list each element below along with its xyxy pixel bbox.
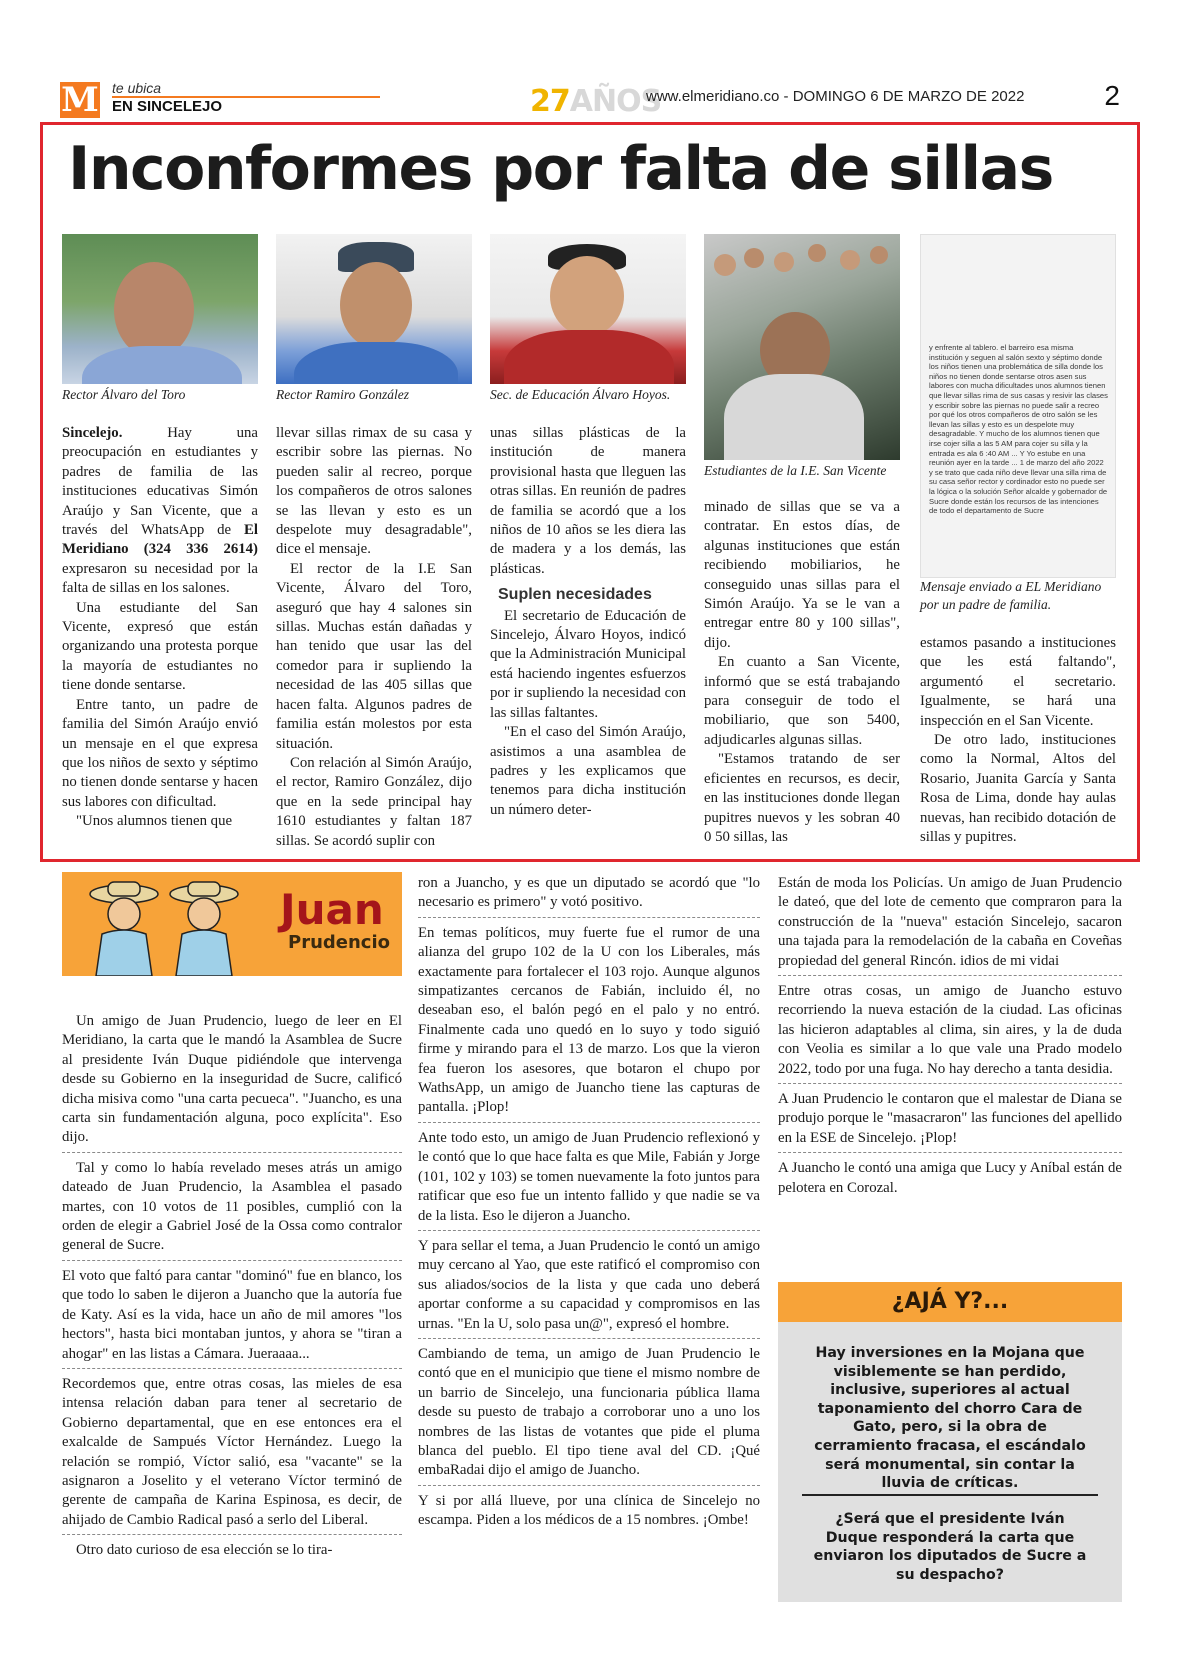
- gossip-item: Tal y como lo había revelado meses atrás un amigo dateado de Juan Prudencio, la Asamblea el pasado martes, con 10 votos de 11 posibles, cumplió con la orden de elegir a Gabriel José de la Ossa como contralor general de Sucre.: [62, 1159, 402, 1261]
- article-paragraph: El secretario de Educación de Sincelejo, Álvaro Hoyos, indicó que la Administración Municipal está haciendo ingentes esfuerzos por ir supliendo la necesidad con las sillas faltantes.: [490, 607, 686, 721]
- juan-prudencio-column-3: [778, 874, 1122, 1208]
- article-paragraph: llevar sillas rimax de su casa y escribir sobre las piernas. No pueden salir al recreo, porque los compañeros de otros salones se las llevan y esto es un despelote muy desagradable", dice el mensaje.: [276, 425, 472, 558]
- gossip-item: A Juancho le contó una amiga que Lucy y Aníbal están de pelotera en Corozal.: [778, 1160, 1122, 1196]
- section-name: EN SINCELEJO: [112, 98, 223, 115]
- caption-photo1: Rector Álvaro del Toro: [62, 387, 186, 402]
- gossip-item: ron a Juancho, y es que un diputado se acordó que "lo necesario es primero" y votó positivo.: [418, 874, 760, 918]
- article-column-4: [704, 498, 900, 847]
- article-paragraph: estamos pasando a instituciones que les está faltando", argumentó el secretario. Igualmente, se hará una inspección en el San Vicente.: [920, 635, 1116, 729]
- gossip-item: Y para sellar el tema, a Juan Prudencio le contó un amigo muy cercano al Yao, que este ratificó el compromiso con sus aliados/socios de la lista y que cada uno deberá aportar conforme a su capacidad y compromisos en las urnas. "En la U, solo pasa un@", expresó el hombre.: [418, 1237, 760, 1339]
- gossip-item: Cambiando de tema, un amigo de Juan Prudencio le contó que en el municipio que tiene el mismo nombre de un barrio de Sincelejo, una funcionaria pública llama desde su puesto de trabajo a corroborar uno a uno los nombres de las listas de votantes que pide el pluma blanca del pueblo. El tipo tiene aval del CD. ¡Qué embaRadai dijo el amigo de Juancho.: [418, 1345, 760, 1486]
- article-paragraph: "En el caso del Simón Araújo, asistimos a una asamblea de padres y les explicamos que tenemos para dicha institución un número deter-: [490, 724, 686, 818]
- juan-prudencio-column-1: [62, 1012, 402, 1571]
- gossip-item: Entre otras cosas, un amigo de Juancho estuvo recorriendo la nueva estación de la ciudad. Las oficinas las hicieron adaptables al clima, sin aires, y la de duda con Veolia es similar a lo que vale una Prado modelo 2022, todo por una fuga. No hay derecho a tanta desidia.: [778, 982, 1122, 1084]
- dateline: www.elmeridiano.co - DOMINGO 6 DE MARZO DE 2022: [646, 88, 1025, 105]
- aja-y-divider: [802, 1494, 1098, 1496]
- gossip-item: A Juan Prudencio le contaron que el malestar de Diana se produjo porque le "masacraron" las funciones del apellido en la ESE de Sincelejo. ¡Plop!: [778, 1090, 1122, 1153]
- column-subtitle: Prudencio: [288, 932, 390, 953]
- gossip-item: Un amigo de Juan Prudencio, luego de leer en El Meridiano, la carta que le mandó la Asamblea de Sucre al presidente Iván Duque pidiéndole que intervenga desde su Gobierno en la inseguridad de Sucre, calificó dicha misiva como "una carta pecueca". "Juancho, es una carta sin fundamentación alguna, poco explícita". Eso dijo.: [62, 1012, 402, 1153]
- aja-y-item-1: Hay inversiones en la Mojana que visiblemente se han perdido, inclusive, superiores al actual taponamiento del chorro Cara de Gato, pero, si la obra de cerramiento fracasa, el escándalo será monumental, sin contar la lluvia de críticas.: [814, 1345, 1086, 1492]
- article-subhead: Suplen necesidades: [498, 586, 652, 604]
- juan-prudencio-banner: [62, 872, 402, 976]
- column-title: Juan: [280, 885, 384, 934]
- cartoon-characters-icon: [66, 872, 266, 976]
- article-paragraph: unas sillas plásticas de la institución de manera provisional hasta que lleguen las otras sillas. En reunión de padres de familia se acordó que a los niños de 10 años se les diera las de madera y a los demás, las plásticas.: [490, 425, 686, 577]
- photo-estudiantes-san-vicente: [704, 234, 900, 460]
- gossip-item: En temas políticos, muy fuerte fue el rumor de una alianza del grupo 102 de la U con los Liberales, más exactamente para fortalecer el 103 rojo. Aunque algunos simpatizantes cercanos de Fabián, incluido él, no deseaban eso, el balón pegó en el palo y no entró. Finalmente cada uno quedó en lo suyo y todo siguió firme y mirando para el 13 de marzo. Los que la vieron fea fueron los asesores, que botaron el chupo por WathsApp, un amigo de Juancho tiene las capturas de pantalla. ¡Plop!: [418, 924, 760, 1123]
- gossip-item: Recordemos que, entre otras cosas, las mieles de esa intensa relación daban para tener al secretario de Gobierno departamental, que en ese entonces era el exalcalde de Sampués Víctor Hernández. Luego la relación se rompió, Víctor salió, esa "vacante" se la asignaron a Joselito y el veterano Víctor terminó de gerente de campaña de Karina Espinosa, es decir, de ahijado de Cambio Radical pasó a serlo del Liberal.: [62, 1375, 402, 1535]
- anniversary-word: AÑOS: [569, 84, 662, 119]
- article-text: expresaron su necesidad por la falta de sillas en los salones.: [62, 560, 258, 597]
- dateline-city: Sincelejo.: [62, 425, 123, 441]
- article-paragraph: Con relación al Simón Araújo, el rector, Ramiro González, dijo que en la sede principal hay 1610 estudiantes y faltan 187 sillas. Se acordó suplir con: [276, 754, 472, 849]
- article-paragraph: minado de sillas que se va a contratar. En estos días, de algunas instituciones que están recibiendo mobiliarios, he conseguido unas sillas para el Simón Araújo. Ya se le van a entregar entre 80 y 100 sillas", dijo.: [704, 499, 900, 651]
- caption-photo4: Estudiantes de la I.E. San Vicente: [704, 463, 887, 478]
- gossip-item: Ante todo esto, un amigo de Juan Prudencio reflexionó y le contó que lo que hace falta es que Mile, Fabián y Jorge (101, 102 y 103) se tomen nuevamente la foto juntos para ratificar que eso fue un intento fallido y que nadie se va de la lista. Eso le dijeron a Juancho.: [418, 1129, 760, 1231]
- gossip-item: El voto que faltó para cantar "dominó" fue en blanco, los que todo lo saben le dijeron a Juancho que la autoría fue de Katy. Así es la vida, hace un año de mil amores "los hectors", hasta bici montaban juntos, y ahora se "tiran a ahogar" en las listas a Cámara. Jueraaaa...: [62, 1267, 402, 1369]
- whatsapp-message-screenshot: [920, 234, 1116, 578]
- page-number: 2: [1104, 80, 1120, 111]
- section-tagline: te ubica: [112, 80, 162, 96]
- juan-prudencio-column-2: [418, 874, 760, 1541]
- photo-rector-alvaro-del-toro: [62, 234, 258, 384]
- anniversary-number: 27: [530, 84, 570, 119]
- gossip-item: Otro dato curioso de esa elección se lo tira-: [76, 1542, 333, 1559]
- article-column-5: [920, 634, 1116, 847]
- article-paragraph: "Unos alumnos tienen que: [76, 813, 233, 830]
- caption-message: Mensaje enviado a EL Meridiano por un padre de familia.: [920, 579, 1102, 612]
- whatsapp-contact: El Meridiano (324 336 2614): [62, 522, 258, 558]
- message-screenshot-text: y enfrente al tablero. el barreiro esa misma institución y seguen al salón sexto y séptimo donde los niños tienen una problemática de silla donde los niños no tienen donde sentarse otros asen sus labores con mucha dificultades unos alumnos tienen que llevar sillas rima de sus casas y resivir las clases y escribir sobre las piernas no puede salir a recreo por qué los otros compañeros de otro salón se les llevan las sillas y esto es un despelote muy desagradable. Y mucho de los alumnos tienen que irse cojer silla a las 5 AM para cojer su silla y la entrada es ala 6 :40 AM ... Y Yo estube en una reunión ayer en la tarde ... 1 de marzo del año 2022 y se trato que cada niño deve llevar una silla rima de su casa señor rector y cordinador esto no puede ser la lógica o la solución Señor alcalde y gobernador de Sucre donde están los recursos de las intenciones de todo el departamento de Sucre: [929, 343, 1108, 516]
- photo-rector-ramiro-gonzalez: [276, 234, 472, 384]
- article-column-1: [62, 424, 258, 832]
- gossip-item: Están de moda los Policías. Un amigo de Juan Prudencio le dateó, que del lote de cemento que compraron para la construcción de la "nueva" estación Sincelejo, sacaron una tajada para la remodelación de la cabaña en Coveñas propiedad del general Rincón. idios de mi vidai: [778, 874, 1122, 976]
- anniversary-logo: [530, 84, 661, 119]
- aja-y-title: ¿AJÁ Y?...: [778, 1282, 1122, 1322]
- gossip-item: Y si por allá llueve, por una clínica de Sincelejo no escampa. Piden a los médicos de a 15 nombres. ¡Ombe!: [418, 1492, 760, 1529]
- article-paragraph: "Estamos tratando de ser eficientes en recursos, es decir, en las instituciones donde llegan pupitres nuevos y les sobran 40 0 50 sillas, las: [704, 751, 900, 845]
- article-paragraph: El rector de la I.E San Vicente, Álvaro del Toro, aseguró que hay 4 salones sin sillas. Muchas están dañadas y han tenido que usar las del comedor para ir supliendo la necesidad de las 405 sillas que hacen falta. Algunos padres de familia están molestos por esta situación.: [276, 560, 472, 752]
- article-paragraph: En cuanto a San Vicente, informó que se está trabajando para conseguir de todo el mobiliario, que son 5400, adjudicarles algunas sillas.: [704, 654, 900, 748]
- meridiano-logo: M: [61, 80, 99, 120]
- article-headline: Inconformes por falta de sillas: [68, 134, 1053, 204]
- article-text: Hay una preocupación en estudiantes y padres de familia de las instituciones educativas Simón Araújo y San Vicente, que a través del WhatsApp de: [62, 425, 258, 539]
- article-column-3: [490, 424, 686, 820]
- article-paragraph: Una estudiante del San Vicente, expresó que están organizando una protesta porque la mayoría de estudiantes no tiene donde sentarse.: [62, 599, 258, 694]
- article-paragraph: De otro lado, instituciones como la Normal, Altos del Rosario, Juanita García y Santa Rosa de Lima, donde hay aulas nuevas, han recibido dotación de sillas y pupitres.: [920, 732, 1116, 846]
- photo-secretario-alvaro-hoyos: [490, 234, 686, 384]
- aja-y-box: [778, 1282, 1122, 1602]
- page-header: [60, 78, 1120, 120]
- aja-y-item-2: ¿Será que el presidente Iván Duque responderá la carta que enviaron los diputados de Sucre a su despacho?: [813, 1511, 1087, 1583]
- article-paragraph: Entre tanto, un padre de familia del Simón Araújo envió un mensaje en el que expresa que los niños de sexto y séptimo no tienen donde sentarse y hacen sus labores con dificultad.: [62, 696, 258, 810]
- caption-photo3: Sec. de Educación Álvaro Hoyos.: [490, 387, 671, 402]
- article-column-2: [276, 424, 472, 851]
- caption-photo2: Rector Ramiro González: [276, 387, 409, 402]
